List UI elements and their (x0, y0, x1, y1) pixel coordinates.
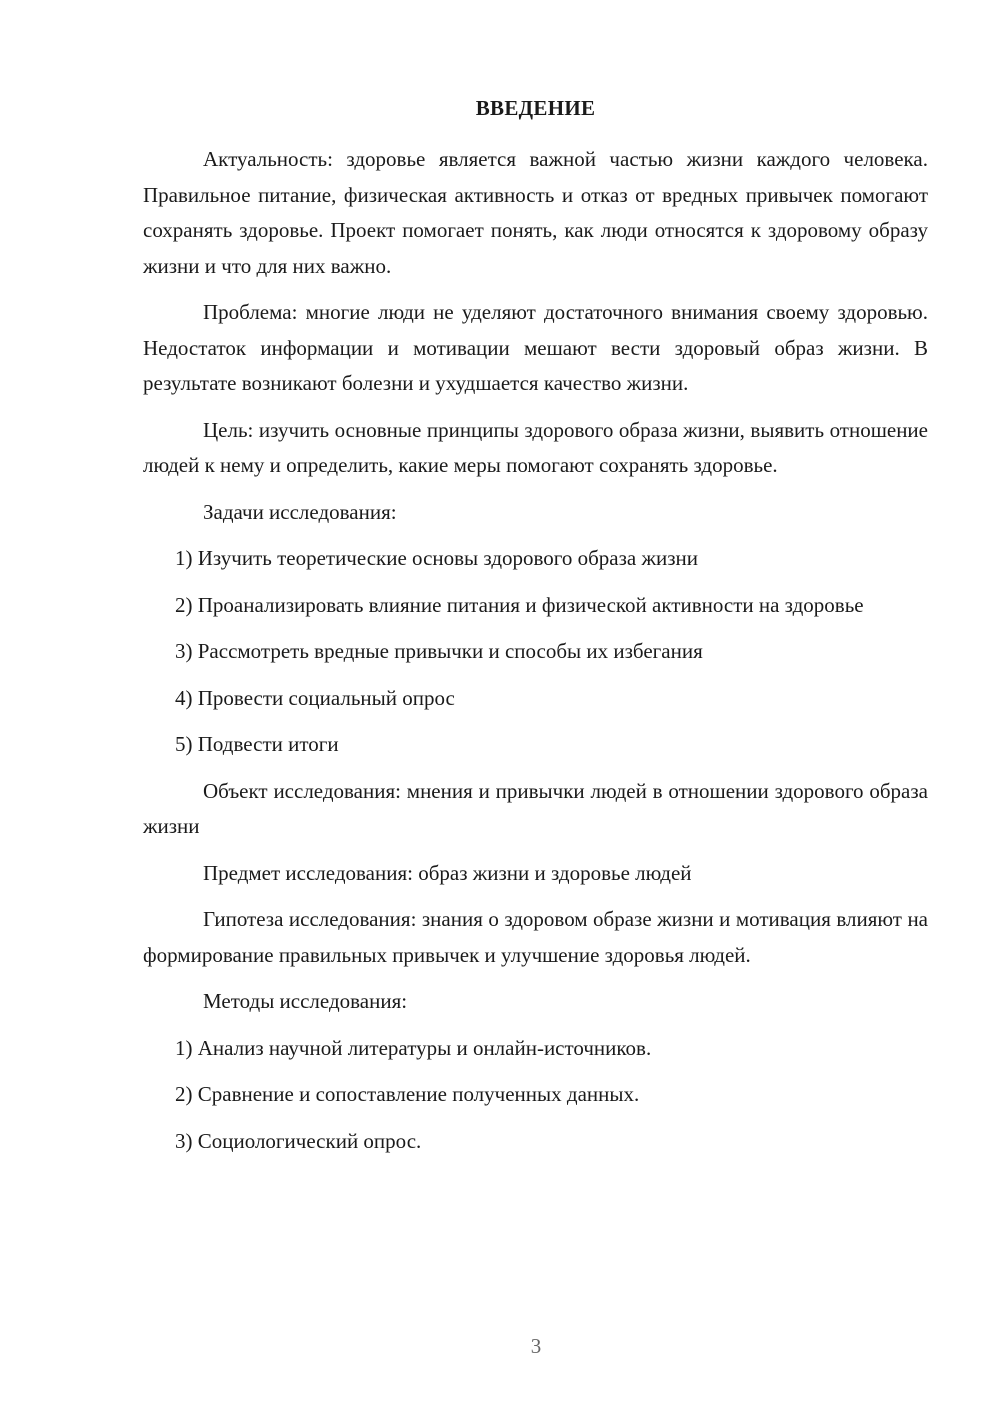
list-item-task-4: 4) Провести социальный опрос (175, 685, 455, 710)
paragraph-goal: Цель: изучить основные принципы здорового образа жизни, выявить отношение людей к нему и определить, какие меры помогают сохранять здоровье. (143, 417, 928, 477)
list-item-method-1: 1) Анализ научной литературы и онлайн-источников. (175, 1035, 652, 1060)
paragraph-object: Объект исследования: мнения и привычки людей в отношении здорового образа жизни (143, 778, 928, 838)
list-item-task-1: 1) Изучить теоретические основы здорового образа жизни (175, 546, 699, 570)
paragraph-hypothesis: Гипотеза исследования: знания о здоровом образе жизни и мотивация влияют на формирование правильных привычек и улучшение здоровья людей. (143, 907, 928, 967)
paragraph-relevance: Актуальность: здоровье является важной частью жизни каждого человека. Правильное питание, физическая активность и отказ от вредных привычек помогают сохранять здоровье. Проект помогает понять, как люди относятся к здоровому образу жизни и что для них важно. (143, 147, 928, 278)
paragraph-methods-heading: Методы исследования: (203, 989, 408, 1013)
paragraph-tasks-heading: Задачи исследования: (203, 499, 397, 524)
document-body (143, 142, 928, 1170)
list-item-task-2: 2) Проанализировать влияние питания и физической активности на здоровье (175, 592, 864, 617)
paragraph-subject: Предмет исследования: образ жизни и здоровье людей (203, 860, 692, 885)
list-item-task-3: 3) Рассмотреть вредные привычки и способы их избегания (175, 639, 703, 663)
section-title: ВВЕДЕНИЕ (475, 96, 596, 120)
list-item-method-2: 2) Сравнение и сопоставление полученных данных. (175, 1082, 640, 1106)
list-item-method-3: 3) Социологический опрос. (175, 1128, 422, 1153)
page-number: 3 (530, 1334, 542, 1358)
list-item-task-5: 5) Подвести итоги (175, 732, 339, 756)
paragraph-problem: Проблема: многие люди не уделяют достаточного внимания своему здоровью. Недостаток информации и мотивации мешают вести здоровый образ жизни. В результате возникают болезни и ухудшается качество жизни. (143, 300, 928, 395)
